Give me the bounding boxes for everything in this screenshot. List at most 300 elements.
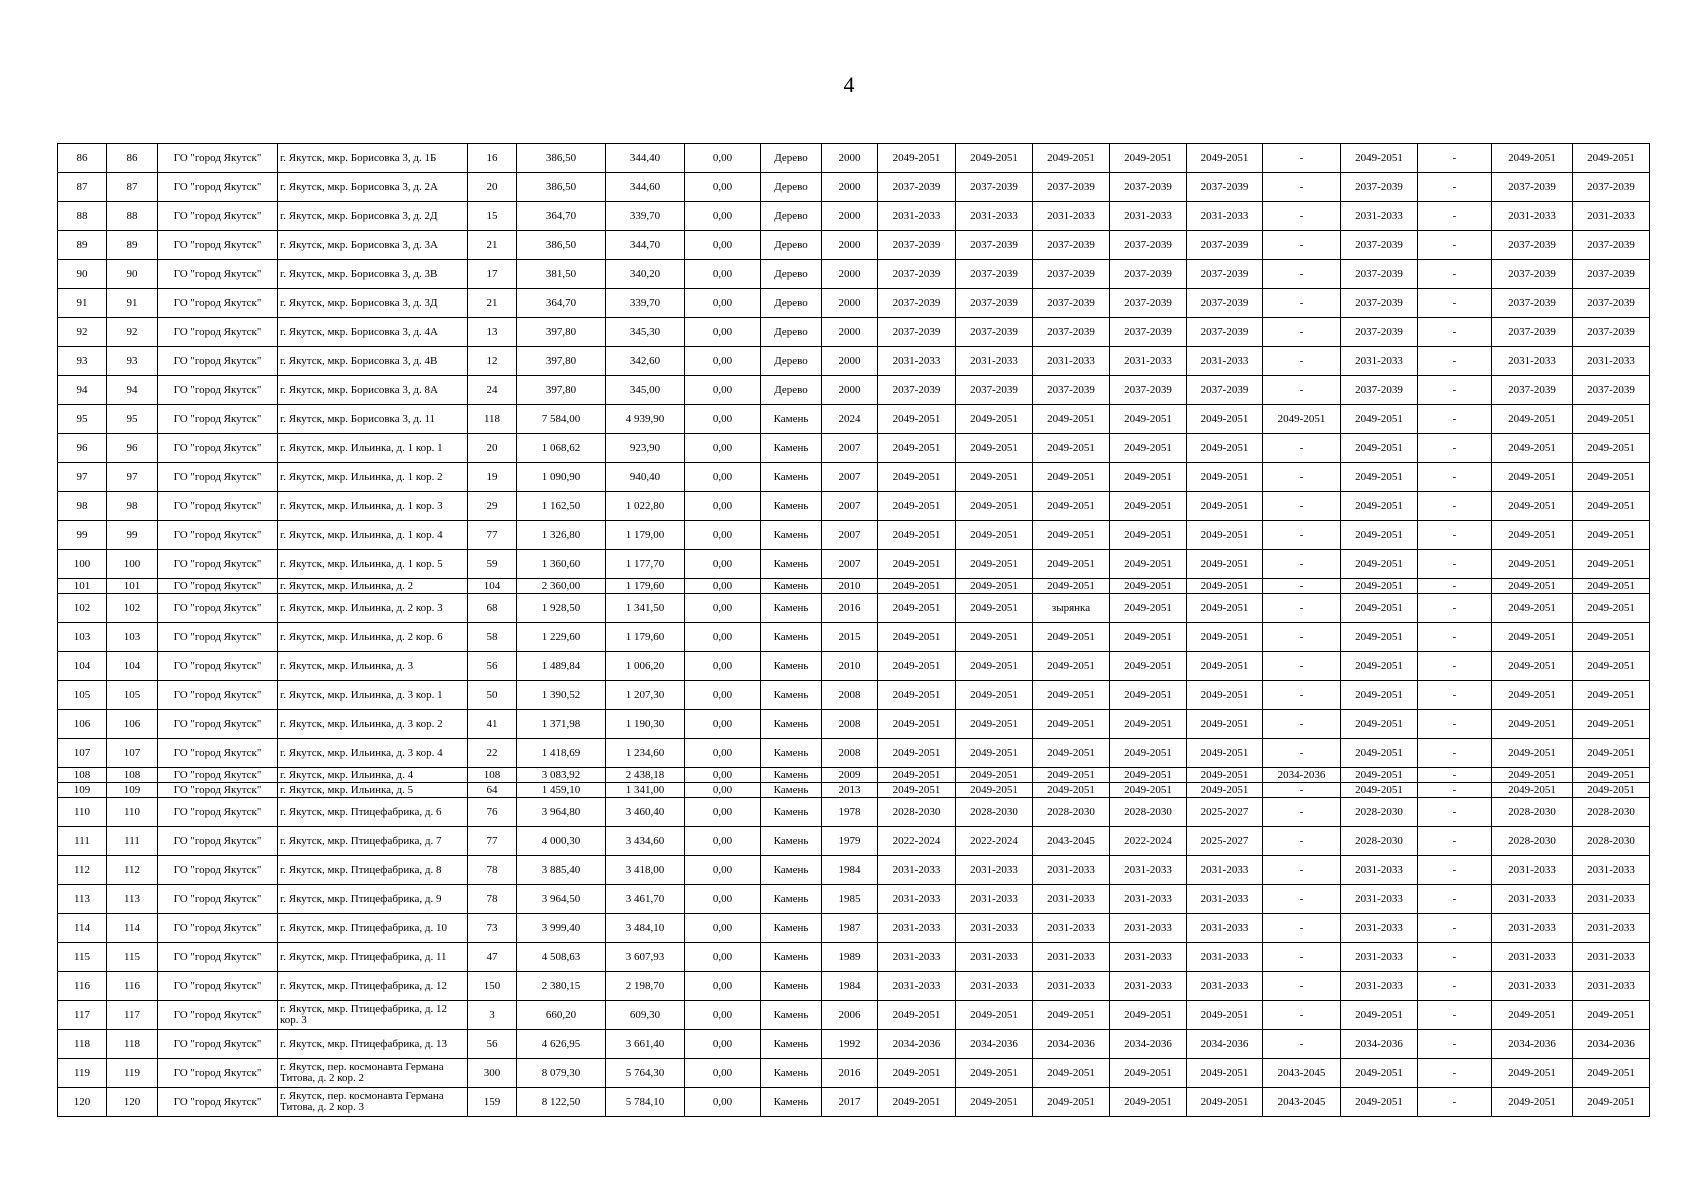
cell-mun: ГО "город Якутск" (158, 376, 278, 405)
cell-y1: 2028-2030 (878, 798, 956, 827)
cell-y9: 2034-2036 (1492, 1030, 1573, 1059)
cell-c7: 3 607,93 (606, 943, 685, 972)
cell-y4: 2037-2039 (1110, 260, 1187, 289)
cell-c7: 345,00 (606, 376, 685, 405)
cell-c8: 0,00 (685, 579, 761, 594)
cell-mat: Камень (761, 1001, 822, 1030)
cell-c7: 342,60 (606, 347, 685, 376)
cell-n2: 101 (107, 579, 158, 594)
cell-y2: 2031-2033 (956, 972, 1033, 1001)
cell-n1: 118 (58, 1030, 107, 1059)
cell-year: 2007 (822, 492, 878, 521)
cell-n2: 110 (107, 798, 158, 827)
cell-y5: 2049-2051 (1187, 405, 1263, 434)
cell-mat: Камень (761, 768, 822, 783)
cell-mun: ГО "город Якутск" (158, 594, 278, 623)
table-row (58, 260, 1650, 289)
table-row (58, 885, 1650, 914)
cell-y2: 2049-2051 (956, 681, 1033, 710)
table-row (58, 231, 1650, 260)
cell-y4: 2022-2024 (1110, 827, 1187, 856)
cell-mat: Камень (761, 710, 822, 739)
cell-mun: ГО "город Якутск" (158, 914, 278, 943)
cell-mat: Камень (761, 1059, 822, 1088)
cell-c6: 1 489,84 (517, 652, 606, 681)
cell-y4: 2049-2051 (1110, 463, 1187, 492)
cell-y9: 2031-2033 (1492, 885, 1573, 914)
cell-c5: 68 (468, 594, 517, 623)
cell-y3: 2049-2051 (1033, 768, 1110, 783)
cell-c6: 3 999,40 (517, 914, 606, 943)
cell-y2: 2022-2024 (956, 827, 1033, 856)
cell-mun: ГО "город Якутск" (158, 885, 278, 914)
cell-y10: 2049-2051 (1573, 521, 1650, 550)
cell-y10: 2031-2033 (1573, 943, 1650, 972)
cell-c7: 345,30 (606, 318, 685, 347)
cell-y8: - (1418, 579, 1492, 594)
cell-mat: Дерево (761, 231, 822, 260)
cell-y8: - (1418, 623, 1492, 652)
cell-addr: г. Якутск, мкр. Ильинка, д. 2 кор. 6 (278, 623, 468, 652)
cell-c7: 1 179,60 (606, 579, 685, 594)
cell-y8: - (1418, 521, 1492, 550)
cell-y2: 2049-2051 (956, 434, 1033, 463)
cell-addr: г. Якутск, мкр. Борисовка 3, д. 2А (278, 173, 468, 202)
cell-c6: 386,50 (517, 231, 606, 260)
cell-y6: - (1263, 856, 1341, 885)
cell-c6: 1 928,50 (517, 594, 606, 623)
cell-y3: 2049-2051 (1033, 710, 1110, 739)
cell-n1: 101 (58, 579, 107, 594)
cell-y3: 2031-2033 (1033, 972, 1110, 1001)
cell-y5: 2031-2033 (1187, 972, 1263, 1001)
cell-y8: - (1418, 798, 1492, 827)
cell-year: 1987 (822, 914, 878, 943)
cell-year: 1985 (822, 885, 878, 914)
cell-y8: - (1418, 144, 1492, 173)
cell-c7: 3 434,60 (606, 827, 685, 856)
cell-mat: Камень (761, 739, 822, 768)
cell-year: 2000 (822, 231, 878, 260)
cell-y7: 2049-2051 (1341, 594, 1418, 623)
cell-addr: г. Якутск, мкр. Ильинка, д. 5 (278, 783, 468, 798)
cell-addr: г. Якутск, мкр. Птицефабрика, д. 12 кор. 3 (278, 1001, 468, 1030)
cell-y8: - (1418, 347, 1492, 376)
table-row (58, 798, 1650, 827)
cell-y1: 2031-2033 (878, 202, 956, 231)
cell-mat: Камень (761, 827, 822, 856)
cell-n2: 104 (107, 652, 158, 681)
cell-addr: г. Якутск, пер. космонавта Германа Титова, д. 2 кор. 3 (278, 1088, 468, 1117)
cell-mat: Дерево (761, 289, 822, 318)
cell-y5: 2025-2027 (1187, 827, 1263, 856)
cell-year: 2016 (822, 1059, 878, 1088)
cell-y1: 2034-2036 (878, 1030, 956, 1059)
cell-y7: 2031-2033 (1341, 347, 1418, 376)
cell-c8: 0,00 (685, 347, 761, 376)
cell-mat: Камень (761, 856, 822, 885)
cell-c6: 4 626,95 (517, 1030, 606, 1059)
cell-c5: 73 (468, 914, 517, 943)
cell-n1: 114 (58, 914, 107, 943)
cell-mun: ГО "город Якутск" (158, 289, 278, 318)
cell-n2: 114 (107, 914, 158, 943)
housing-registry-table (57, 143, 1650, 1117)
cell-y7: 2049-2051 (1341, 1001, 1418, 1030)
cell-n2: 95 (107, 405, 158, 434)
cell-c6: 3 964,80 (517, 798, 606, 827)
cell-mat: Камень (761, 405, 822, 434)
cell-c8: 0,00 (685, 914, 761, 943)
cell-y4: 2049-2051 (1110, 492, 1187, 521)
cell-n1: 90 (58, 260, 107, 289)
cell-y10: 2049-2051 (1573, 1001, 1650, 1030)
cell-y2: 2031-2033 (956, 856, 1033, 885)
cell-y5: 2049-2051 (1187, 1059, 1263, 1088)
cell-mun: ГО "город Якутск" (158, 550, 278, 579)
cell-c8: 0,00 (685, 710, 761, 739)
cell-y9: 2049-2051 (1492, 434, 1573, 463)
cell-n2: 102 (107, 594, 158, 623)
cell-n2: 119 (107, 1059, 158, 1088)
cell-c7: 1 234,60 (606, 739, 685, 768)
cell-c7: 1 006,20 (606, 652, 685, 681)
cell-y10: 2049-2051 (1573, 681, 1650, 710)
cell-n2: 112 (107, 856, 158, 885)
cell-mat: Камень (761, 783, 822, 798)
cell-n2: 111 (107, 827, 158, 856)
cell-year: 2000 (822, 260, 878, 289)
cell-y2: 2031-2033 (956, 202, 1033, 231)
cell-y2: 2034-2036 (956, 1030, 1033, 1059)
cell-c7: 1 179,60 (606, 623, 685, 652)
cell-y6: - (1263, 579, 1341, 594)
cell-y3: 2037-2039 (1033, 376, 1110, 405)
cell-c7: 344,70 (606, 231, 685, 260)
cell-y1: 2031-2033 (878, 347, 956, 376)
cell-c8: 0,00 (685, 1059, 761, 1088)
cell-y10: 2037-2039 (1573, 260, 1650, 289)
cell-addr: г. Якутск, мкр. Ильинка, д. 3 кор. 1 (278, 681, 468, 710)
cell-c5: 12 (468, 347, 517, 376)
table-row (58, 652, 1650, 681)
cell-y10: 2028-2030 (1573, 798, 1650, 827)
table-row (58, 914, 1650, 943)
cell-n1: 104 (58, 652, 107, 681)
cell-y6: - (1263, 347, 1341, 376)
cell-c7: 1 341,00 (606, 783, 685, 798)
cell-mun: ГО "город Якутск" (158, 652, 278, 681)
cell-y10: 2037-2039 (1573, 318, 1650, 347)
cell-y7: 2049-2051 (1341, 681, 1418, 710)
cell-y10: 2049-2051 (1573, 492, 1650, 521)
table-row (58, 1059, 1650, 1088)
cell-y1: 2049-2051 (878, 1001, 956, 1030)
cell-addr: г. Якутск, мкр. Птицефабрика, д. 7 (278, 827, 468, 856)
cell-y10: 2049-2051 (1573, 579, 1650, 594)
cell-c8: 0,00 (685, 289, 761, 318)
cell-y2: 2037-2039 (956, 260, 1033, 289)
cell-y5: 2037-2039 (1187, 289, 1263, 318)
cell-y4: 2049-2051 (1110, 652, 1187, 681)
cell-year: 1984 (822, 856, 878, 885)
cell-c8: 0,00 (685, 202, 761, 231)
cell-y4: 2037-2039 (1110, 318, 1187, 347)
cell-mun: ГО "город Якутск" (158, 943, 278, 972)
cell-c8: 0,00 (685, 231, 761, 260)
cell-c8: 0,00 (685, 623, 761, 652)
cell-y3: 2031-2033 (1033, 943, 1110, 972)
cell-y10: 2049-2051 (1573, 144, 1650, 173)
cell-y1: 2049-2051 (878, 1088, 956, 1117)
cell-mat: Камень (761, 594, 822, 623)
cell-addr: г. Якутск, мкр. Птицефабрика, д. 12 (278, 972, 468, 1001)
cell-y7: 2049-2051 (1341, 492, 1418, 521)
cell-c6: 1 326,80 (517, 521, 606, 550)
cell-c6: 397,80 (517, 318, 606, 347)
cell-y3: 2049-2051 (1033, 550, 1110, 579)
cell-addr: г. Якутск, мкр. Ильинка, д. 3 (278, 652, 468, 681)
cell-y8: - (1418, 914, 1492, 943)
cell-n2: 97 (107, 463, 158, 492)
cell-y3: 2028-2030 (1033, 798, 1110, 827)
cell-y5: 2049-2051 (1187, 1088, 1263, 1117)
cell-c5: 21 (468, 231, 517, 260)
cell-y4: 2049-2051 (1110, 1001, 1187, 1030)
cell-c6: 4 000,30 (517, 827, 606, 856)
cell-y2: 2049-2051 (956, 768, 1033, 783)
cell-mat: Камень (761, 623, 822, 652)
cell-c5: 64 (468, 783, 517, 798)
cell-n1: 97 (58, 463, 107, 492)
table-row (58, 405, 1650, 434)
cell-y6: - (1263, 318, 1341, 347)
cell-y7: 2037-2039 (1341, 318, 1418, 347)
cell-addr: г. Якутск, мкр. Ильинка, д. 3 кор. 2 (278, 710, 468, 739)
cell-y3: 2049-2051 (1033, 739, 1110, 768)
cell-c5: 3 (468, 1001, 517, 1030)
cell-c5: 300 (468, 1059, 517, 1088)
cell-y3: 2049-2051 (1033, 434, 1110, 463)
cell-mun: ГО "город Якутск" (158, 856, 278, 885)
cell-y7: 2037-2039 (1341, 260, 1418, 289)
cell-y1: 2031-2033 (878, 885, 956, 914)
cell-y5: 2049-2051 (1187, 144, 1263, 173)
cell-year: 2010 (822, 579, 878, 594)
cell-n1: 117 (58, 1001, 107, 1030)
cell-y3: 2049-2051 (1033, 1001, 1110, 1030)
cell-c8: 0,00 (685, 550, 761, 579)
cell-y3: зырянка (1033, 594, 1110, 623)
cell-y7: 2037-2039 (1341, 376, 1418, 405)
cell-addr: г. Якутск, мкр. Птицефабрика, д. 8 (278, 856, 468, 885)
cell-c5: 47 (468, 943, 517, 972)
table-row (58, 972, 1650, 1001)
cell-mun: ГО "город Якутск" (158, 1059, 278, 1088)
cell-c6: 7 584,00 (517, 405, 606, 434)
cell-y5: 2049-2051 (1187, 652, 1263, 681)
cell-n2: 113 (107, 885, 158, 914)
cell-c6: 4 508,63 (517, 943, 606, 972)
cell-y6: - (1263, 827, 1341, 856)
cell-y5: 2049-2051 (1187, 783, 1263, 798)
cell-y9: 2049-2051 (1492, 405, 1573, 434)
table-row (58, 856, 1650, 885)
cell-mun: ГО "город Якутск" (158, 347, 278, 376)
cell-year: 2000 (822, 347, 878, 376)
cell-n1: 94 (58, 376, 107, 405)
cell-y9: 2049-2051 (1492, 710, 1573, 739)
cell-mat: Дерево (761, 260, 822, 289)
cell-c5: 13 (468, 318, 517, 347)
cell-y6: 2043-2045 (1263, 1088, 1341, 1117)
cell-y8: - (1418, 260, 1492, 289)
cell-y7: 2031-2033 (1341, 202, 1418, 231)
cell-c6: 3 964,50 (517, 885, 606, 914)
cell-year: 1979 (822, 827, 878, 856)
cell-c5: 41 (468, 710, 517, 739)
cell-c8: 0,00 (685, 885, 761, 914)
cell-c6: 660,20 (517, 1001, 606, 1030)
cell-c7: 1 179,00 (606, 521, 685, 550)
cell-y3: 2037-2039 (1033, 318, 1110, 347)
cell-y3: 2049-2051 (1033, 783, 1110, 798)
table-row (58, 739, 1650, 768)
cell-y1: 2049-2051 (878, 579, 956, 594)
cell-c7: 344,40 (606, 144, 685, 173)
cell-n2: 99 (107, 521, 158, 550)
table-row (58, 579, 1650, 594)
cell-c6: 1 068,62 (517, 434, 606, 463)
cell-c7: 339,70 (606, 289, 685, 318)
cell-c7: 3 661,40 (606, 1030, 685, 1059)
cell-addr: г. Якутск, мкр. Ильинка, д. 4 (278, 768, 468, 783)
cell-y2: 2049-2051 (956, 652, 1033, 681)
cell-y2: 2049-2051 (956, 623, 1033, 652)
cell-y4: 2037-2039 (1110, 376, 1187, 405)
cell-y1: 2037-2039 (878, 260, 956, 289)
cell-y4: 2049-2051 (1110, 434, 1187, 463)
cell-n1: 106 (58, 710, 107, 739)
cell-c8: 0,00 (685, 173, 761, 202)
cell-c8: 0,00 (685, 768, 761, 783)
cell-mat: Камень (761, 492, 822, 521)
cell-y6: - (1263, 202, 1341, 231)
cell-y6: - (1263, 1030, 1341, 1059)
cell-c5: 78 (468, 885, 517, 914)
cell-y9: 2031-2033 (1492, 972, 1573, 1001)
cell-y1: 2037-2039 (878, 376, 956, 405)
cell-mat: Камень (761, 914, 822, 943)
cell-y2: 2049-2051 (956, 1088, 1033, 1117)
cell-y1: 2049-2051 (878, 739, 956, 768)
cell-y2: 2037-2039 (956, 173, 1033, 202)
cell-mun: ГО "город Якутск" (158, 492, 278, 521)
cell-y7: 2028-2030 (1341, 798, 1418, 827)
cell-c6: 1 371,98 (517, 710, 606, 739)
table-row (58, 1030, 1650, 1059)
cell-mat: Камень (761, 798, 822, 827)
cell-y9: 2031-2033 (1492, 202, 1573, 231)
cell-y10: 2037-2039 (1573, 231, 1650, 260)
cell-c7: 3 418,00 (606, 856, 685, 885)
cell-y9: 2037-2039 (1492, 318, 1573, 347)
cell-y8: - (1418, 856, 1492, 885)
cell-mun: ГО "город Якутск" (158, 681, 278, 710)
cell-mun: ГО "город Якутск" (158, 260, 278, 289)
cell-c5: 20 (468, 173, 517, 202)
cell-n1: 100 (58, 550, 107, 579)
cell-y4: 2049-2051 (1110, 579, 1187, 594)
cell-y8: - (1418, 768, 1492, 783)
cell-y10: 2049-2051 (1573, 434, 1650, 463)
cell-y2: 2049-2051 (956, 1001, 1033, 1030)
cell-y8: - (1418, 739, 1492, 768)
cell-mun: ГО "город Якутск" (158, 739, 278, 768)
cell-y3: 2031-2033 (1033, 856, 1110, 885)
cell-y3: 2049-2051 (1033, 463, 1110, 492)
cell-c7: 609,30 (606, 1001, 685, 1030)
cell-y7: 2049-2051 (1341, 783, 1418, 798)
cell-y9: 2037-2039 (1492, 376, 1573, 405)
cell-year: 2024 (822, 405, 878, 434)
cell-addr: г. Якутск, мкр. Ильинка, д. 1 кор. 4 (278, 521, 468, 550)
cell-y9: 2049-2051 (1492, 681, 1573, 710)
cell-y3: 2049-2051 (1033, 681, 1110, 710)
cell-y10: 2049-2051 (1573, 652, 1650, 681)
cell-addr: г. Якутск, мкр. Ильинка, д. 1 кор. 1 (278, 434, 468, 463)
cell-c6: 1 418,69 (517, 739, 606, 768)
table-row (58, 144, 1650, 173)
cell-y6: - (1263, 231, 1341, 260)
cell-c8: 0,00 (685, 681, 761, 710)
cell-y3: 2049-2051 (1033, 144, 1110, 173)
cell-y10: 2031-2033 (1573, 347, 1650, 376)
cell-n2: 100 (107, 550, 158, 579)
cell-year: 2016 (822, 594, 878, 623)
cell-y2: 2049-2051 (956, 492, 1033, 521)
cell-y2: 2049-2051 (956, 739, 1033, 768)
cell-c5: 104 (468, 579, 517, 594)
cell-y8: - (1418, 972, 1492, 1001)
cell-y2: 2031-2033 (956, 885, 1033, 914)
cell-addr: г. Якутск, мкр. Птицефабрика, д. 10 (278, 914, 468, 943)
cell-c6: 364,70 (517, 202, 606, 231)
cell-y7: 2037-2039 (1341, 231, 1418, 260)
cell-y3: 2034-2036 (1033, 1030, 1110, 1059)
cell-c7: 1 022,80 (606, 492, 685, 521)
cell-n2: 109 (107, 783, 158, 798)
cell-y8: - (1418, 173, 1492, 202)
cell-y6: - (1263, 739, 1341, 768)
cell-y1: 2049-2051 (878, 652, 956, 681)
cell-y8: - (1418, 550, 1492, 579)
table-row (58, 827, 1650, 856)
cell-addr: г. Якутск, мкр. Ильинка, д. 1 кор. 2 (278, 463, 468, 492)
cell-year: 2000 (822, 202, 878, 231)
cell-c6: 1 090,90 (517, 463, 606, 492)
cell-n2: 88 (107, 202, 158, 231)
cell-y9: 2028-2030 (1492, 798, 1573, 827)
cell-y5: 2049-2051 (1187, 739, 1263, 768)
cell-y5: 2031-2033 (1187, 856, 1263, 885)
cell-mun: ГО "город Якутск" (158, 463, 278, 492)
cell-y7: 2049-2051 (1341, 1059, 1418, 1088)
cell-y6: - (1263, 434, 1341, 463)
cell-mat: Камень (761, 652, 822, 681)
cell-c7: 3 461,70 (606, 885, 685, 914)
cell-y7: 2049-2051 (1341, 144, 1418, 173)
